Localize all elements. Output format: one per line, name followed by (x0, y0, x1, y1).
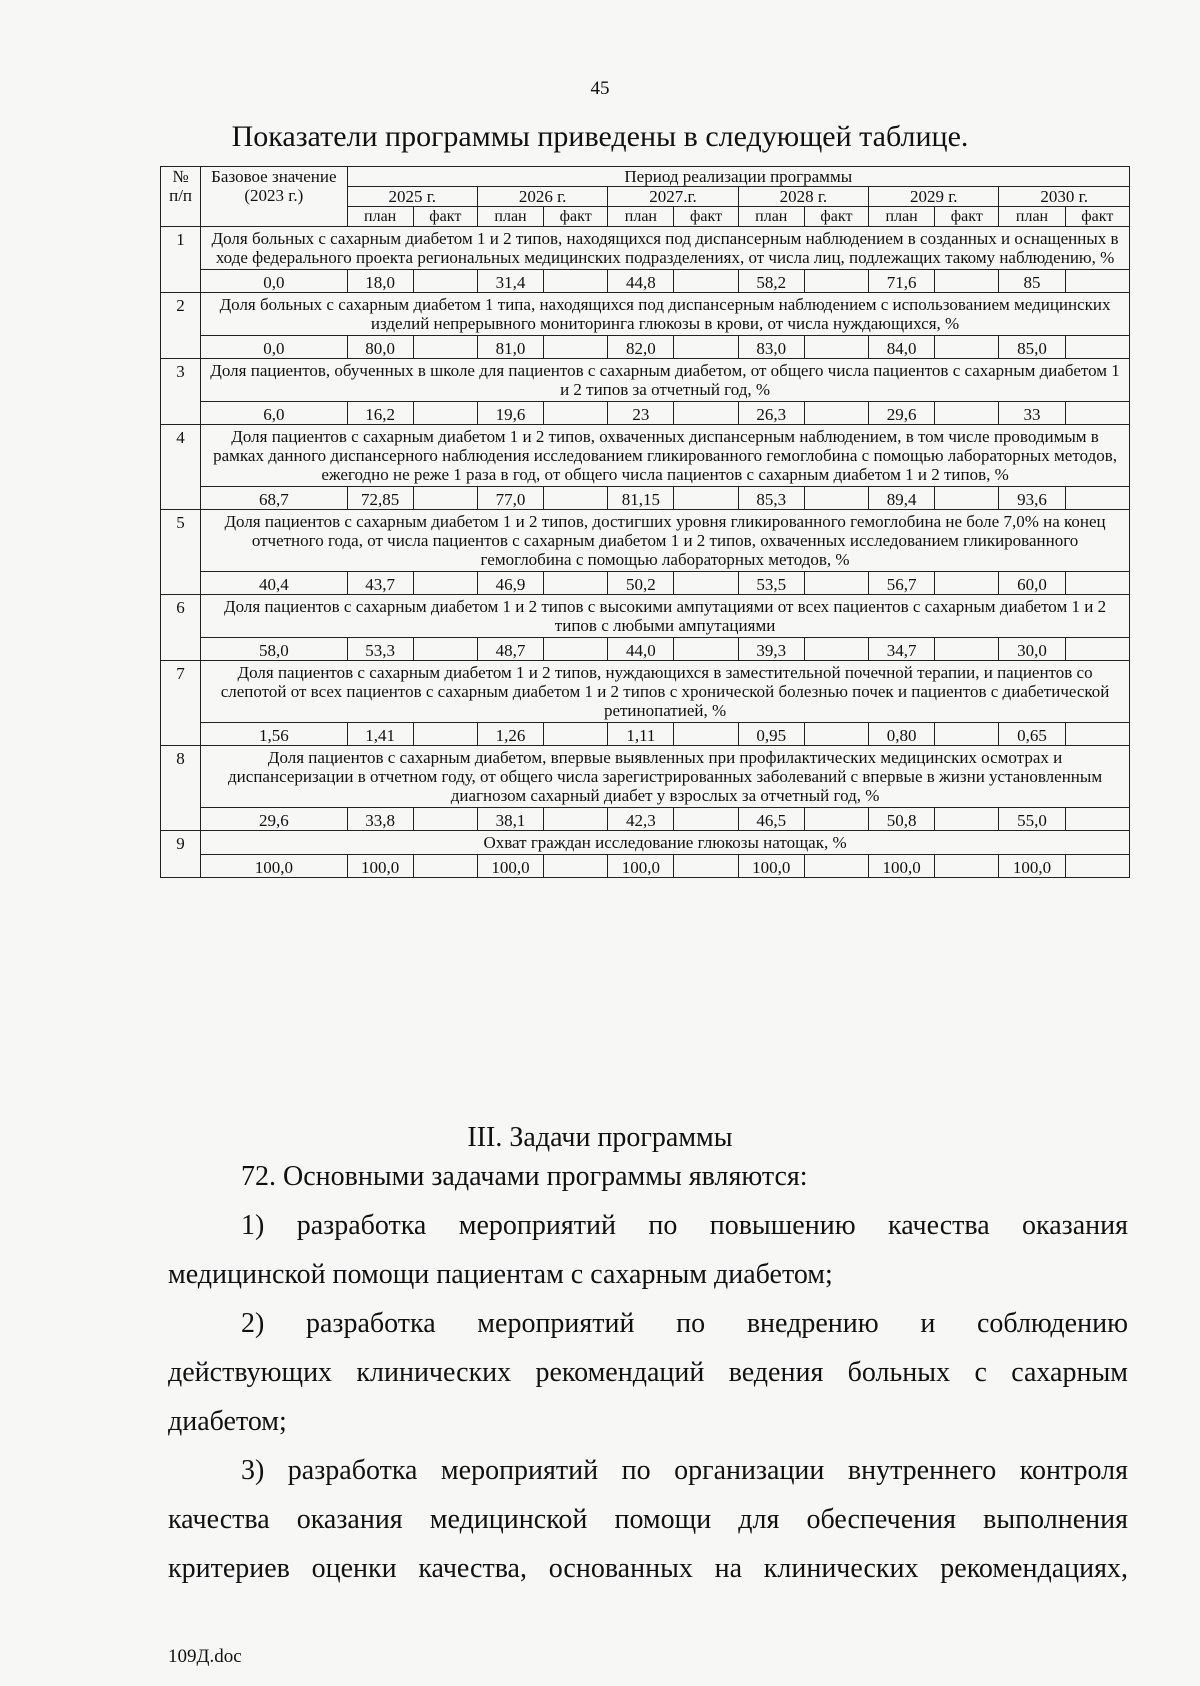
plan-value: 71,6 (869, 270, 935, 293)
plan-value: 85 (999, 270, 1065, 293)
base-value: 68,7 (201, 487, 347, 510)
base-value: 1,56 (201, 723, 347, 746)
plan-value: 82,0 (608, 336, 674, 359)
plan-value: 100,0 (869, 855, 935, 878)
fact-value (544, 270, 608, 293)
fact-value (674, 572, 738, 595)
plan-value: 34,7 (869, 638, 935, 661)
plan-value: 0,80 (869, 723, 935, 746)
header-year: 2028 г. (738, 187, 868, 207)
fact-value (935, 808, 999, 831)
plan-value: 100,0 (608, 855, 674, 878)
indicator-number: 7 (161, 661, 201, 746)
fact-value (804, 572, 868, 595)
indicator-description-row (161, 661, 1130, 723)
indicator-values-row (161, 723, 1130, 746)
plan-value: 56,7 (869, 572, 935, 595)
fact-value (804, 487, 868, 510)
plan-value: 93,6 (999, 487, 1065, 510)
base-value: 58,0 (201, 638, 347, 661)
paragraph-72: 72. Основными задачами программы являются: (241, 1161, 808, 1192)
indicator-description: Доля пациентов с сахарным диабетом 1 и 2 типов с высокими ампутациями от всех пациентов с сахарным диабетом 1 и 2 типов с любыми ампутациями (201, 595, 1130, 638)
fact-value (1065, 638, 1129, 661)
plan-value: 19,6 (477, 402, 543, 425)
base-value: 0,0 (201, 336, 347, 359)
fact-value (544, 402, 608, 425)
item-1-line-2: медицинской помощи пациентам с сахарным диабетом; (168, 1259, 833, 1290)
header-year: 2026 г. (477, 187, 607, 207)
fact-value (804, 808, 868, 831)
fact-value (544, 638, 608, 661)
fact-value (413, 723, 477, 746)
plan-value: 60,0 (999, 572, 1065, 595)
indicator-number: 8 (161, 746, 201, 831)
plan-value: 29,6 (869, 402, 935, 425)
fact-value (1065, 402, 1129, 425)
item-3-line-1: 3) разработка мероприятий по организации внутреннего контроля (241, 1455, 1128, 1486)
fact-value (544, 723, 608, 746)
plan-value: 72,85 (347, 487, 413, 510)
plan-value: 43,7 (347, 572, 413, 595)
indicator-description: Доля пациентов с сахарным диабетом 1 и 2 типов, охваченных диспансерным наблюдением, в том числе проводимым в рамках данного диспансерного наблюдения исследованием гликированного гемоглобина с помощью лабораторных методов, ежегодно не реже 1 раза в год, от общего числа пациентов с сахарным диабетом 1 и 2 типов, % (201, 425, 1130, 487)
fact-value (413, 855, 477, 878)
header-fact: факт (804, 207, 868, 227)
plan-value: 58,2 (738, 270, 804, 293)
indicator-number: 5 (161, 510, 201, 595)
plan-value: 31,4 (477, 270, 543, 293)
indicator-values-row (161, 855, 1130, 878)
indicator-number: 4 (161, 425, 201, 510)
plan-value: 50,8 (869, 808, 935, 831)
fact-value (544, 487, 608, 510)
plan-value: 1,41 (347, 723, 413, 746)
base-value: 0,0 (201, 270, 347, 293)
fact-value (674, 270, 738, 293)
fact-value (674, 808, 738, 831)
indicator-values-row (161, 270, 1130, 293)
plan-value: 89,4 (869, 487, 935, 510)
intro-text: Показатели программы приведены в следующей таблице. (231, 120, 969, 153)
plan-value: 84,0 (869, 336, 935, 359)
indicator-values-row (161, 402, 1130, 425)
indicator-number: 2 (161, 293, 201, 359)
header-year: 2029 г. (869, 187, 999, 207)
fact-value (413, 487, 477, 510)
plan-value: 53,3 (347, 638, 413, 661)
fact-value (544, 808, 608, 831)
indicator-description-row (161, 425, 1130, 487)
plan-value: 55,0 (999, 808, 1065, 831)
fact-value (935, 638, 999, 661)
plan-value: 0,65 (999, 723, 1065, 746)
indicator-number: 9 (161, 831, 201, 878)
fact-value (804, 336, 868, 359)
fact-value (935, 723, 999, 746)
header-fact: факт (935, 207, 999, 227)
fact-value (413, 270, 477, 293)
fact-value (1065, 855, 1129, 878)
indicator-values-row (161, 487, 1130, 510)
page-number: 45 (590, 78, 610, 99)
plan-value: 48,7 (477, 638, 543, 661)
fact-value (674, 487, 738, 510)
indicator-description: Доля пациентов, обученных в школе для пациентов с сахарным диабетом, от общего числа пациентов с сахарным диабетом 1 и 2 типов за отчетный год, % (201, 359, 1130, 402)
plan-value: 33 (999, 402, 1065, 425)
plan-value: 80,0 (347, 336, 413, 359)
fact-value (674, 855, 738, 878)
item-3-line-3: критериев оценки качества, основанных на клинических рекомендациях, (168, 1553, 1128, 1584)
item-3-line-2: качества оказания медицинской помощи для обеспечения выполнения (168, 1504, 1128, 1535)
plan-value: 100,0 (999, 855, 1065, 878)
section-heading: III. Задачи программы (467, 1122, 733, 1153)
fact-value (674, 402, 738, 425)
fact-value (935, 855, 999, 878)
fact-value (935, 336, 999, 359)
header-plan: план (738, 207, 804, 227)
plan-value: 33,8 (347, 808, 413, 831)
header-plan: план (999, 207, 1065, 227)
plan-value: 53,5 (738, 572, 804, 595)
item-2-line-1: 2) разработка мероприятий по внедрению и соблюдению (241, 1308, 1128, 1339)
plan-value: 85,3 (738, 487, 804, 510)
indicator-description-row (161, 595, 1130, 638)
indicator-values-row (161, 572, 1130, 595)
plan-value: 23 (608, 402, 674, 425)
base-value: 100,0 (201, 855, 347, 878)
fact-value (1065, 336, 1129, 359)
header-period: Период реализации программы (347, 167, 1129, 187)
plan-value: 50,2 (608, 572, 674, 595)
plan-value: 1,26 (477, 723, 543, 746)
fact-value (935, 270, 999, 293)
base-value: 40,4 (201, 572, 347, 595)
plan-value: 39,3 (738, 638, 804, 661)
header-plan: план (608, 207, 674, 227)
plan-value: 42,3 (608, 808, 674, 831)
plan-value: 77,0 (477, 487, 543, 510)
plan-value: 30,0 (999, 638, 1065, 661)
plan-value: 38,1 (477, 808, 543, 831)
indicator-description: Доля больных с сахарным диабетом 1 типа, находящихся под диспансерным наблюдением с использованием медицинских изделий непрерывного мониторинга глюкозы в крови, от числа нуждающихся, % (201, 293, 1130, 336)
fact-value (413, 808, 477, 831)
header-year: 2030 г. (999, 187, 1130, 207)
tasks-text (168, 1152, 1128, 1593)
base-value: 6,0 (201, 402, 347, 425)
indicators-table-body (161, 167, 1130, 878)
indicator-description-row (161, 359, 1130, 402)
fact-value (935, 402, 999, 425)
plan-value: 26,3 (738, 402, 804, 425)
fact-value (804, 270, 868, 293)
indicator-description: Доля пациентов с сахарным диабетом, впервые выявленных при профилактических медицинских осмотрах и диспансеризации в отчетном году, от общего числа зарегистрированных заболеваний с впервые в жизни установленным диагнозом сахарный диабет у взрослых за отчетный год, % (201, 746, 1130, 808)
fact-value (674, 638, 738, 661)
header-base: Базовое значение (2023 г.) (201, 167, 347, 227)
plan-value: 100,0 (347, 855, 413, 878)
indicator-number: 3 (161, 359, 201, 425)
header-fact: факт (674, 207, 738, 227)
header-no: № п/п (161, 167, 201, 227)
indicator-values-row (161, 336, 1130, 359)
plan-value: 0,95 (738, 723, 804, 746)
header-plan: план (477, 207, 543, 227)
indicator-values-row (161, 808, 1130, 831)
fact-value (413, 638, 477, 661)
plan-value: 1,11 (608, 723, 674, 746)
indicator-number: 6 (161, 595, 201, 661)
item-2-line-2: действующих клинических рекомендаций ведения больных с сахарным (168, 1357, 1128, 1388)
fact-value (935, 572, 999, 595)
indicator-description-row (161, 831, 1130, 855)
header-fact: факт (1065, 207, 1129, 227)
fact-value (413, 572, 477, 595)
indicator-description: Доля пациентов с сахарным диабетом 1 и 2 типов, нуждающихся в заместительной почечной терапии, и пациентов со слепотой от всех пациентов с сахарным диабетом 1 и 2 типов с хронической болезнью почек и пациентов с диабетической ретинопатией, % (201, 661, 1130, 723)
fact-value (1065, 487, 1129, 510)
plan-value: 100,0 (477, 855, 543, 878)
indicator-description-row (161, 227, 1130, 270)
base-value: 29,6 (201, 808, 347, 831)
indicator-description-row (161, 746, 1130, 808)
header-plan: план (347, 207, 413, 227)
fact-value (804, 402, 868, 425)
plan-value: 46,9 (477, 572, 543, 595)
header-fact: факт (544, 207, 608, 227)
header-plan: план (869, 207, 935, 227)
indicator-description-row (161, 510, 1130, 572)
footer-filename: 109Д.doc (168, 1646, 242, 1667)
fact-value (804, 638, 868, 661)
plan-value: 46,5 (738, 808, 804, 831)
plan-value: 83,0 (738, 336, 804, 359)
plan-value: 18,0 (347, 270, 413, 293)
fact-value (544, 855, 608, 878)
header-year: 2025 г. (347, 187, 477, 207)
fact-value (1065, 572, 1129, 595)
fact-value (544, 572, 608, 595)
fact-value (413, 336, 477, 359)
indicator-description-row (161, 293, 1130, 336)
header-row-period (161, 167, 1130, 187)
indicator-description: Доля больных с сахарным диабетом 1 и 2 типов, находящихся под диспансерным наблюдением в созданных и оснащенных в ходе федерального проекта региональных медицинских подразделениях, от числа лиц, подлежащих такому наблюдению, % (201, 227, 1130, 270)
plan-value: 44,0 (608, 638, 674, 661)
plan-value: 81,0 (477, 336, 543, 359)
indicator-values-row (161, 638, 1130, 661)
item-1-line-1: 1) разработка мероприятий по повышению качества оказания (241, 1210, 1128, 1241)
plan-value: 81,15 (608, 487, 674, 510)
fact-value (935, 487, 999, 510)
item-2-line-3: диабетом; (168, 1406, 287, 1437)
fact-value (1065, 723, 1129, 746)
plan-value: 16,2 (347, 402, 413, 425)
fact-value (804, 855, 868, 878)
fact-value (1065, 808, 1129, 831)
fact-value (413, 402, 477, 425)
indicator-number: 1 (161, 227, 201, 293)
header-fact: факт (413, 207, 477, 227)
plan-value: 44,8 (608, 270, 674, 293)
indicator-description: Доля пациентов с сахарным диабетом 1 и 2 типов, достигших уровня гликированного гемоглобина не боле 7,0% на конец отчетного года, от числа пациентов с сахарным диабетом 1 и 2 типов, охваченных исследованием гликированного гемоглобина с помощью лабораторных методов, % (201, 510, 1130, 572)
header-year: 2027.г. (608, 187, 738, 207)
fact-value (804, 723, 868, 746)
plan-value: 85,0 (999, 336, 1065, 359)
fact-value (674, 723, 738, 746)
fact-value (544, 336, 608, 359)
indicators-table (160, 166, 1130, 878)
plan-value: 100,0 (738, 855, 804, 878)
indicator-description: Охват граждан исследование глюкозы натощак, % (201, 831, 1130, 855)
fact-value (674, 336, 738, 359)
fact-value (1065, 270, 1129, 293)
